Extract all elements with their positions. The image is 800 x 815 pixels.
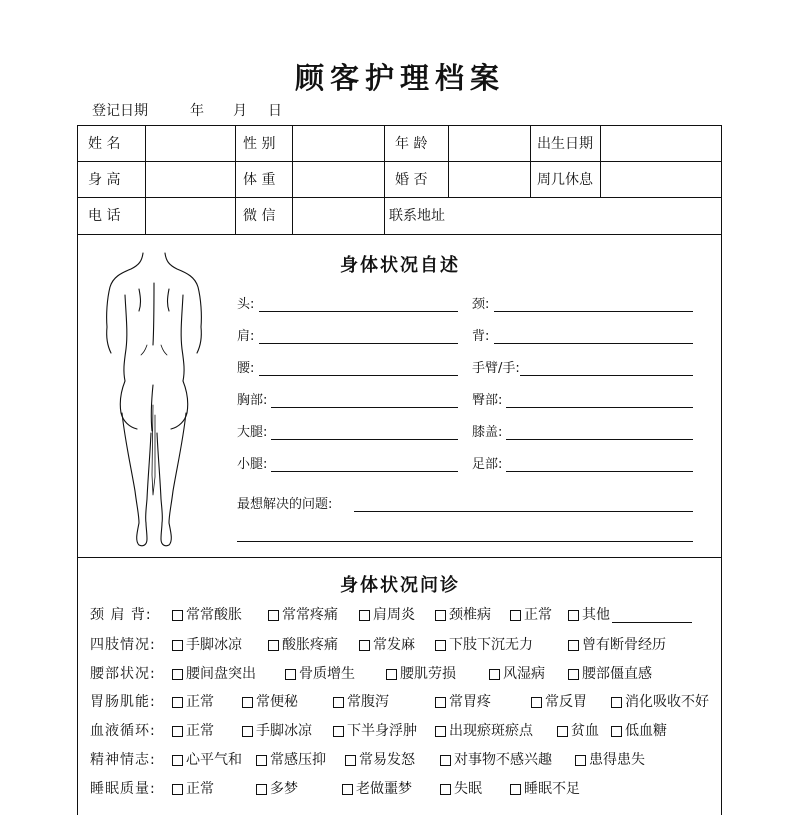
checkbox-icon[interactable] bbox=[172, 610, 183, 621]
checkbox-icon[interactable] bbox=[256, 755, 267, 766]
checkbox-option[interactable]: 腰肌劳损 bbox=[386, 665, 456, 683]
checkbox-option[interactable]: 睡眠不足 bbox=[510, 780, 580, 798]
knee-label: 膝盖: bbox=[472, 425, 503, 440]
checkbox-icon[interactable] bbox=[172, 784, 183, 795]
checkbox-option[interactable]: 正常 bbox=[510, 606, 552, 624]
checkbox-option[interactable]: 肩周炎 bbox=[359, 606, 415, 624]
checkbox-icon[interactable] bbox=[440, 755, 451, 766]
weight-label: 体 重 bbox=[243, 172, 276, 188]
calf-label: 小腿: bbox=[237, 457, 268, 472]
phone-field[interactable] bbox=[146, 198, 234, 233]
checkbox-icon[interactable] bbox=[285, 669, 296, 680]
checkbox-option[interactable]: 骨质增生 bbox=[285, 665, 355, 683]
checkbox-icon[interactable] bbox=[489, 669, 500, 680]
register-date-month: 月 bbox=[233, 103, 247, 119]
checkbox-option[interactable]: 多梦 bbox=[256, 780, 298, 798]
age-field[interactable] bbox=[449, 126, 529, 160]
neck-label: 颈: bbox=[472, 297, 490, 312]
waist-input[interactable] bbox=[259, 375, 458, 376]
checkbox-option[interactable]: 下肢下沉无力 bbox=[435, 636, 533, 654]
weight-field[interactable] bbox=[293, 162, 383, 196]
rest-day-label: 周几休息 bbox=[537, 172, 593, 188]
checkbox-icon[interactable] bbox=[568, 640, 579, 651]
chest-label: 胸部: bbox=[237, 393, 268, 408]
address-label: 联系地址 bbox=[389, 208, 445, 224]
section-divider bbox=[77, 234, 722, 235]
hip-input[interactable] bbox=[506, 407, 693, 408]
checkbox-icon[interactable] bbox=[333, 697, 344, 708]
checkbox-option[interactable]: 失眠 bbox=[440, 780, 482, 798]
foot-input[interactable] bbox=[506, 471, 693, 472]
birthday-field[interactable] bbox=[601, 126, 721, 160]
body-figure-illustration bbox=[95, 245, 215, 555]
checkbox-option[interactable]: 曾有断骨经历 bbox=[568, 636, 666, 654]
checkbox-icon[interactable] bbox=[172, 669, 183, 680]
name-label: 姓 名 bbox=[88, 136, 121, 152]
checkbox-icon[interactable] bbox=[531, 697, 542, 708]
checkbox-option[interactable]: 消化吸收不好 bbox=[611, 693, 709, 711]
self-report-title: 身体状况自述 bbox=[340, 255, 460, 276]
inquiry-row-label: 血液循环: bbox=[90, 723, 156, 739]
back-input[interactable] bbox=[494, 343, 693, 344]
head-label: 头: bbox=[237, 297, 255, 312]
checkbox-icon[interactable] bbox=[510, 610, 521, 621]
gender-label: 性 别 bbox=[243, 136, 276, 152]
checkbox-icon[interactable] bbox=[611, 726, 622, 737]
section-divider bbox=[77, 557, 722, 558]
foot-label: 足部: bbox=[472, 457, 503, 472]
checkbox-icon[interactable] bbox=[333, 726, 344, 737]
checkbox-option[interactable]: 贫血 bbox=[557, 722, 599, 740]
checkbox-option[interactable]: 低血糖 bbox=[611, 722, 667, 740]
checkbox-icon[interactable] bbox=[435, 610, 446, 621]
checkbox-option[interactable]: 腰部僵直感 bbox=[568, 665, 652, 683]
checkbox-icon[interactable] bbox=[557, 726, 568, 737]
register-date-year: 年 bbox=[190, 103, 204, 119]
height-label: 身 高 bbox=[88, 172, 121, 188]
checkbox-icon[interactable] bbox=[386, 669, 397, 680]
checkbox-icon[interactable] bbox=[440, 784, 451, 795]
checkbox-icon[interactable] bbox=[242, 697, 253, 708]
checkbox-icon[interactable] bbox=[568, 610, 579, 621]
checkbox-icon[interactable] bbox=[172, 640, 183, 651]
checkbox-option[interactable]: 常便秘 bbox=[242, 693, 298, 711]
checkbox-option[interactable]: 下半身浮肿 bbox=[333, 722, 417, 740]
checkbox-option[interactable]: 常易发怒 bbox=[345, 751, 415, 769]
inquiry-row-label: 腰部状况: bbox=[90, 666, 156, 682]
inquiry-row-label: 颈 肩 背: bbox=[90, 607, 152, 623]
checkbox-icon[interactable] bbox=[268, 610, 279, 621]
checkbox-icon[interactable] bbox=[359, 610, 370, 621]
arm-input[interactable] bbox=[520, 375, 693, 376]
thigh-input[interactable] bbox=[271, 439, 458, 440]
checkbox-option[interactable]: 常常酸胀 bbox=[172, 606, 242, 624]
checkbox-icon[interactable] bbox=[172, 726, 183, 737]
checkbox-icon[interactable] bbox=[172, 755, 183, 766]
checkbox-option[interactable]: 腰间盘突出 bbox=[172, 665, 256, 683]
marital-field[interactable] bbox=[449, 162, 529, 196]
knee-input[interactable] bbox=[506, 439, 693, 440]
info-col-divider bbox=[384, 125, 385, 234]
question-label: 最想解决的问题: bbox=[237, 497, 333, 512]
checkbox-icon[interactable] bbox=[242, 726, 253, 737]
checkbox-icon[interactable] bbox=[435, 640, 446, 651]
inquiry-row-label: 四肢情况: bbox=[90, 637, 156, 653]
question-input-line-2[interactable] bbox=[237, 541, 693, 542]
checkbox-icon[interactable] bbox=[435, 726, 446, 737]
checkbox-option[interactable]: 常感压抑 bbox=[256, 751, 326, 769]
question-input[interactable] bbox=[354, 511, 693, 512]
checkbox-icon[interactable] bbox=[172, 697, 183, 708]
inquiry-title: 身体状况问诊 bbox=[340, 575, 460, 596]
register-date-day: 日 bbox=[268, 103, 282, 119]
shoulder-label: 肩: bbox=[237, 329, 255, 344]
chest-input[interactable] bbox=[271, 407, 458, 408]
info-col-divider bbox=[235, 125, 236, 234]
shoulder-input[interactable] bbox=[259, 343, 458, 344]
checkbox-icon[interactable] bbox=[568, 669, 579, 680]
checkbox-option[interactable]: 正常 bbox=[172, 722, 214, 740]
height-field[interactable] bbox=[146, 162, 234, 196]
checkbox-option[interactable]: 心平气和 bbox=[172, 751, 242, 769]
wechat-field[interactable] bbox=[293, 198, 383, 233]
head-input[interactable] bbox=[259, 311, 458, 312]
checkbox-option[interactable]: 正常 bbox=[172, 780, 214, 798]
checkbox-icon[interactable] bbox=[510, 784, 521, 795]
waist-label: 腰: bbox=[237, 361, 255, 376]
checkbox-option[interactable]: 常腹泻 bbox=[333, 693, 389, 711]
address-field[interactable] bbox=[449, 198, 721, 233]
phone-label: 电 话 bbox=[88, 208, 121, 224]
marital-label: 婚 否 bbox=[395, 172, 428, 188]
register-date-label: 登记日期 bbox=[92, 103, 148, 119]
checkbox-icon[interactable] bbox=[575, 755, 586, 766]
inquiry-row-label: 精神情志: bbox=[90, 752, 156, 768]
inquiry-row-label: 胃肠肌能: bbox=[90, 694, 156, 710]
back-label: 背: bbox=[472, 329, 490, 344]
calf-input[interactable] bbox=[271, 471, 458, 472]
checkbox-icon[interactable] bbox=[611, 697, 622, 708]
checkbox-icon[interactable] bbox=[342, 784, 353, 795]
checkbox-icon[interactable] bbox=[359, 640, 370, 651]
other-input[interactable] bbox=[612, 608, 692, 623]
checkbox-option[interactable]: 常反胃 bbox=[531, 693, 587, 711]
arm-label: 手臂/手: bbox=[472, 361, 520, 376]
checkbox-icon[interactable] bbox=[345, 755, 356, 766]
hip-label: 臀部: bbox=[472, 393, 503, 408]
checkbox-option[interactable]: 颈椎病 bbox=[435, 606, 491, 624]
checkbox-option[interactable]: 正常 bbox=[172, 693, 214, 711]
info-col-divider bbox=[530, 125, 531, 197]
checkbox-option[interactable]: 老做噩梦 bbox=[342, 780, 412, 798]
checkbox-option[interactable]: 患得患失 bbox=[575, 751, 645, 769]
checkbox-icon[interactable] bbox=[435, 697, 446, 708]
checkbox-option[interactable]: 对事物不感兴趣 bbox=[440, 751, 552, 769]
checkbox-icon[interactable] bbox=[256, 784, 267, 795]
checkbox-option[interactable]: 手脚冰凉 bbox=[172, 636, 242, 654]
name-field[interactable] bbox=[146, 126, 234, 160]
checkbox-option[interactable]: 手脚冰凉 bbox=[242, 722, 312, 740]
neck-input[interactable] bbox=[494, 311, 693, 312]
page-title: 顾客护理档案 bbox=[294, 61, 505, 95]
birthday-label: 出生日期 bbox=[537, 136, 593, 152]
inquiry-row-label: 睡眠质量: bbox=[90, 781, 156, 797]
checkbox-option[interactable]: 常常疼痛 bbox=[268, 606, 338, 624]
rest-day-field[interactable] bbox=[601, 162, 721, 196]
wechat-label: 微 信 bbox=[243, 208, 276, 224]
thigh-label: 大腿: bbox=[237, 425, 268, 440]
checkbox-option[interactable]: 出现瘀斑瘀点 bbox=[435, 722, 533, 740]
checkbox-option[interactable]: 常发麻 bbox=[359, 636, 415, 654]
checkbox-option[interactable]: 酸胀疼痛 bbox=[268, 636, 338, 654]
checkbox-option[interactable]: 常胃疼 bbox=[435, 693, 491, 711]
gender-field[interactable] bbox=[293, 126, 383, 160]
checkbox-option[interactable]: 风湿病 bbox=[489, 665, 545, 683]
checkbox-icon[interactable] bbox=[268, 640, 279, 651]
age-label: 年 龄 bbox=[395, 136, 428, 152]
checkbox-option-other[interactable]: 其他 bbox=[568, 606, 692, 624]
